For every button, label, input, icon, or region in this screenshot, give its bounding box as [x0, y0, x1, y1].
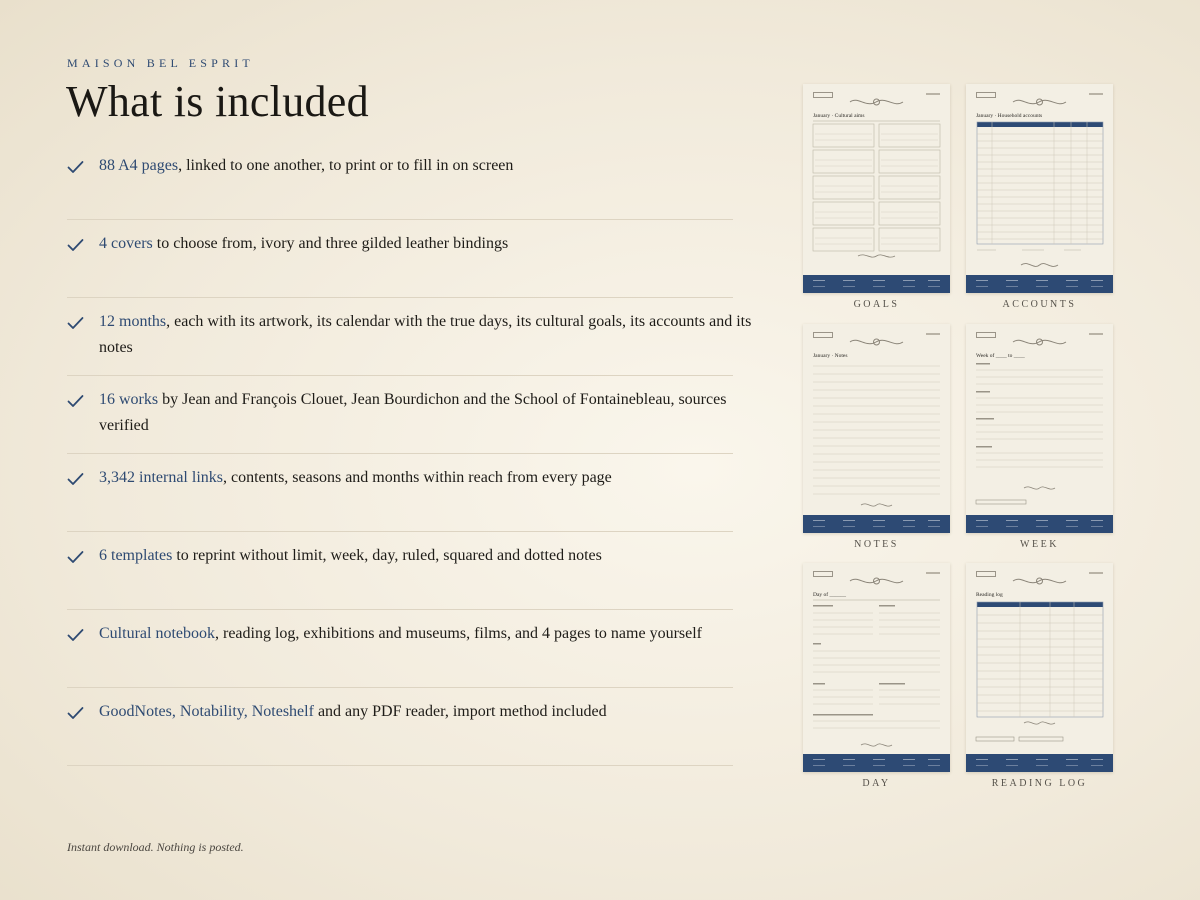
preview-sheet	[966, 563, 1113, 772]
feature-description: , each with its artwork, its calendar with the true days, its cultural goals, its accounts and its notes	[99, 313, 752, 356]
preview-label: READING LOG	[991, 778, 1088, 789]
brand-name: MAISON BEL ESPRIT	[67, 56, 254, 70]
feature-description: , linked to one another, to print or to fill in on screen	[178, 157, 514, 174]
nav-band	[966, 515, 1113, 533]
feature-item	[67, 142, 733, 220]
preview-sheet	[966, 324, 1113, 533]
nav-band	[803, 754, 950, 772]
reading-log-table	[966, 563, 1113, 772]
preview-reading-log	[966, 563, 1113, 789]
page-title: What is included	[66, 77, 369, 126]
check-icon	[67, 394, 84, 408]
feature-highlight: 12 months	[99, 313, 167, 330]
preview-sheet	[803, 563, 950, 772]
check-icon	[67, 628, 84, 642]
feature-text	[99, 465, 759, 491]
feature-item	[67, 376, 733, 454]
feature-item	[67, 454, 733, 532]
week-sections	[966, 324, 1113, 533]
feature-text	[99, 699, 759, 725]
preview-label: GOALS	[853, 299, 900, 310]
feature-highlight: 4 covers	[99, 235, 153, 252]
feature-description: , contents, seasons and months within reach from every page	[222, 469, 612, 486]
feature-highlight: 6 templates	[99, 547, 173, 564]
feature-description: , reading log, exhibitions and museums, films, and 4 pages to name yourself	[214, 625, 703, 642]
check-icon	[67, 550, 84, 564]
feature-item	[67, 532, 733, 610]
nav-band	[966, 275, 1113, 293]
preview-sheet	[803, 84, 950, 293]
feature-text	[99, 543, 759, 569]
preview-label: WEEK	[1020, 539, 1059, 550]
feature-description: to choose from, ivory and three gilded leather bindings	[152, 235, 509, 252]
feature-text	[99, 309, 759, 361]
nav-band	[803, 275, 950, 293]
preview-page-title: Week of ____ to ____	[976, 353, 1025, 359]
check-icon	[67, 706, 84, 720]
preview-day	[803, 563, 950, 789]
feature-highlight: 3,342 internal links	[99, 469, 223, 486]
preview-page-title: January · Notes	[813, 353, 848, 359]
preview-accounts	[966, 84, 1113, 310]
feature-text	[99, 153, 759, 179]
check-icon	[67, 316, 84, 330]
check-icon	[67, 472, 84, 486]
feature-text	[99, 621, 759, 647]
feature-list	[67, 142, 752, 766]
feature-description: by Jean and François Clouet, Jean Bourdichon and the School of Fontainebleau, sources verified	[99, 391, 727, 434]
feature-description: to reprint without limit, week, day, ruled, squared and dotted notes	[172, 547, 602, 564]
feature-description: and any PDF reader, import method included	[313, 703, 607, 720]
feature-item	[67, 688, 733, 766]
check-icon	[67, 238, 84, 252]
preview-page-title: Reading log	[976, 592, 1003, 598]
preview-goals	[803, 84, 950, 310]
preview-page-title: January · Cultural aims	[813, 113, 865, 119]
preview-label: DAY	[862, 778, 891, 789]
preview-page-title: Day of ______	[813, 592, 846, 598]
preview-sheet	[803, 324, 950, 533]
feature-item	[67, 298, 752, 376]
preview-sheet	[966, 84, 1113, 293]
preview-label: ACCOUNTS	[1002, 299, 1077, 310]
feature-text	[99, 231, 759, 257]
nav-band	[966, 754, 1113, 772]
preview-label: NOTES	[854, 539, 899, 550]
feature-highlight: Cultural notebook	[99, 625, 215, 642]
feature-highlight: 88 A4 pages	[99, 157, 179, 174]
feature-item	[67, 220, 733, 298]
goals-grid	[803, 84, 950, 293]
nav-band	[803, 515, 950, 533]
feature-text	[99, 387, 759, 439]
feature-item	[67, 610, 733, 688]
preview-notes	[803, 324, 950, 550]
page-previews	[803, 84, 1113, 794]
ruled-lines	[803, 324, 950, 533]
check-icon	[67, 160, 84, 174]
feature-highlight: 16 works	[99, 391, 159, 408]
accounts-table	[966, 84, 1113, 293]
feature-highlight: GoodNotes, Notability, Noteshelf	[99, 703, 314, 720]
preview-week	[966, 324, 1113, 550]
footer-note: Instant download. Nothing is posted.	[67, 840, 244, 854]
day-sections	[803, 563, 950, 772]
preview-page-title: January · Household accounts	[976, 113, 1043, 119]
